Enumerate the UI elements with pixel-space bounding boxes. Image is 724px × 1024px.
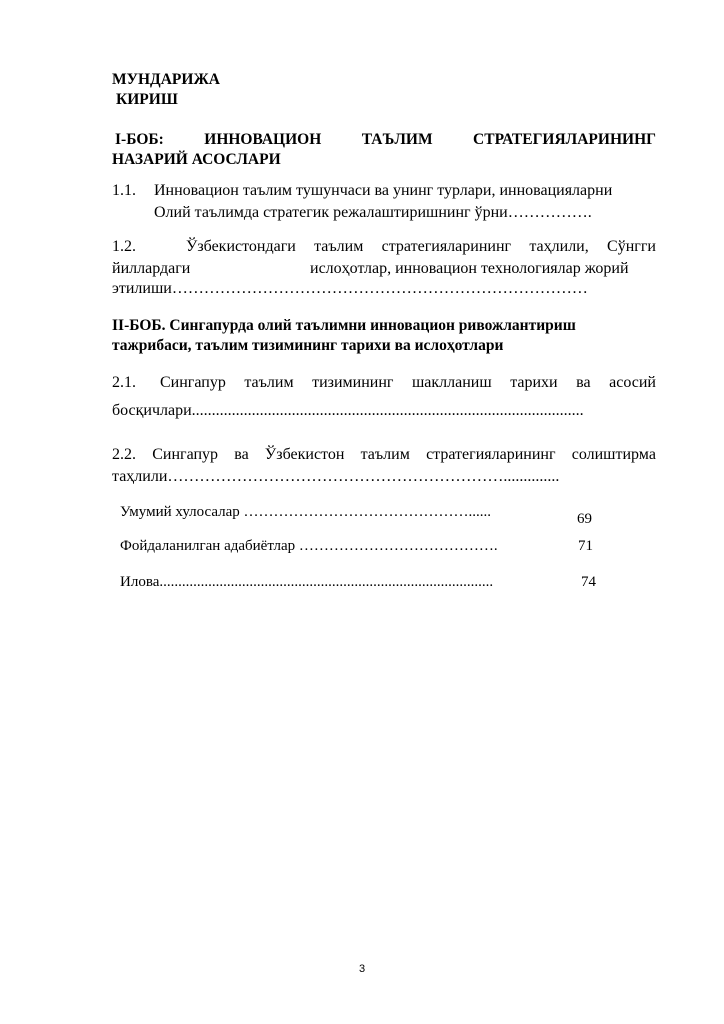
- section-1-2-word: стратегияларининг: [381, 238, 512, 255]
- toc-appendix-label: Илова.........................................................................................: [120, 574, 494, 590]
- page-number: 3: [359, 963, 366, 975]
- section-2-1-word: Сингапур: [160, 374, 226, 391]
- section-1-2-word: таълим: [314, 238, 364, 255]
- intro-heading: КИРИШ: [116, 91, 178, 108]
- section-2-1-word: асосий: [609, 374, 656, 391]
- section-1-2-line3: этилиши……………………………………………………………………: [112, 280, 588, 297]
- section-1-2-word: Ўзбекистондаги: [186, 238, 296, 255]
- toc-appendix-page: 74: [581, 574, 596, 590]
- chapter1-title-line1: [115, 130, 656, 150]
- section-2-2-line2: таҳлили………………………………………………………..............: [112, 468, 560, 485]
- section-2-2-word: Ўзбекистон: [264, 446, 345, 463]
- toc-conclusion-label: Умумий хулосалар ………………………………………......: [120, 504, 492, 520]
- section-1-2-line1: [186, 236, 656, 258]
- section-2-2-word: Сингапур: [152, 446, 219, 463]
- section-2-2-word: стратегияларининг: [426, 446, 556, 463]
- section-1-2-number: 1.2.: [112, 238, 136, 255]
- chapter1-title-word: ИННОВАЦИОН: [204, 131, 322, 148]
- chapter1-title-line2: НАЗАРИЙ АСОСЛАРИ: [112, 151, 281, 168]
- toc-references-page: 71: [578, 538, 593, 554]
- section-2-2-line1: [112, 444, 656, 466]
- section-2-2-word: таълим: [360, 446, 410, 463]
- section-2-2-word: 2.2.: [112, 446, 136, 463]
- contents-heading: МУНДАРИЖА: [112, 71, 220, 88]
- section-1-2-line2-right: ислоҳотлар, инновацион технологиялар жорий: [310, 260, 629, 277]
- toc-references-label: Фойдаланилган адабиётлар ………………………………….: [120, 538, 498, 554]
- section-2-1-word: тизимининг: [312, 374, 394, 391]
- toc-conclusion-page: 69: [577, 511, 592, 527]
- section-1-1-number: 1.1.: [112, 182, 136, 199]
- section-2-1-word: ва: [576, 374, 591, 391]
- section-2-1-word: шаклланиш: [411, 374, 492, 391]
- section-2-2-word: солиштирма: [571, 446, 656, 463]
- chapter2-title-line2: тажрибаси, таълим тизимининг тарихи ва ислоҳотлари: [112, 337, 504, 354]
- section-1-2-word: таҳлили,: [529, 238, 589, 255]
- section-1-2-word: Сўнгги: [607, 238, 656, 255]
- section-2-1-word: таълим: [244, 374, 294, 391]
- chapter1-title-word: ТАЪЛИМ: [361, 131, 433, 148]
- section-2-1-number: 2.1.: [112, 374, 136, 391]
- chapter2-title-line1: II-БОБ. Сингапурда олий таълимни инновацион ривожлантириш: [112, 317, 576, 334]
- chapter1-title-word: СТРАТЕГИЯЛАРИНИНГ: [473, 131, 656, 148]
- section-1-1-line2: Олий таълимда стратегик режалаштиришнинг ўрни…………….: [154, 204, 592, 221]
- section-2-2-word: ва: [234, 446, 249, 463]
- section-2-1-line2: босқичлари..................................................................................................: [112, 402, 584, 419]
- section-1-2-line2-left: йиллардаги: [112, 260, 191, 277]
- section-2-1-line1: [160, 372, 656, 394]
- chapter1-title-word: I-БОБ:: [115, 131, 164, 148]
- section-2-1-word: тарихи: [510, 374, 558, 391]
- section-1-1-line1: Инновацион таълим тушунчаси ва унинг турлари, инновацияларни: [154, 182, 613, 199]
